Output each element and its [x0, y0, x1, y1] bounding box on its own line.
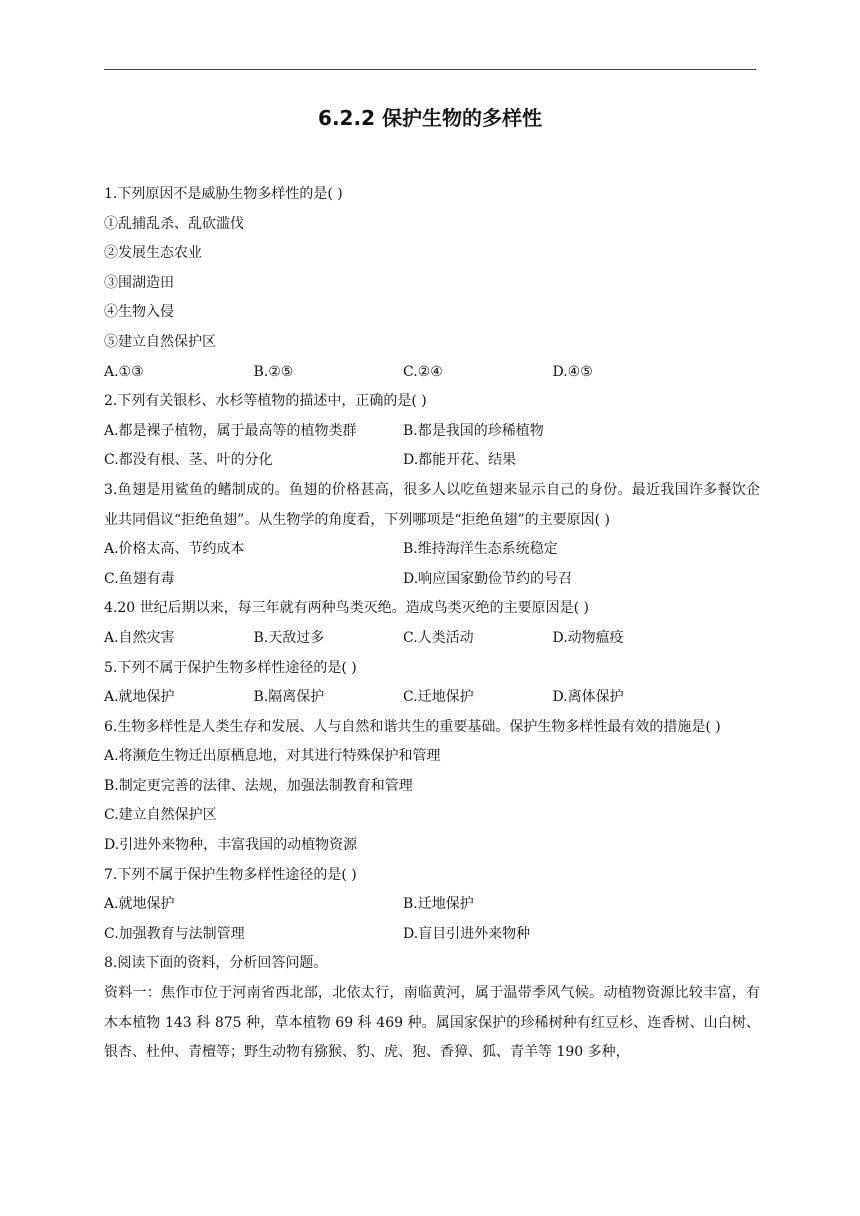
options-row	[104, 358, 760, 388]
option: B.天敌过多	[253, 629, 325, 646]
option: C.建立自然保护区	[104, 807, 217, 824]
header-rule	[104, 69, 756, 70]
option: C.迁地保护	[403, 689, 474, 706]
option: D.盲目引进外来物种	[403, 925, 531, 942]
question-item: ①乱捕乱杀、乱砍滥伐	[104, 215, 244, 232]
option: A.价格太高、节约成本	[104, 541, 245, 558]
question-stem: 2.下列有关银杉、水杉等植物的描述中，正确的是( )	[104, 393, 427, 410]
options-row	[104, 446, 760, 476]
question-stem: 5.下列不属于保护生物多样性途径的是( )	[104, 659, 357, 676]
question-list	[104, 180, 760, 1068]
option: B.隔离保护	[253, 689, 325, 706]
option: A.自然灾害	[104, 629, 175, 646]
option: D.动物瘟疫	[552, 629, 624, 646]
options-row	[104, 417, 760, 447]
question-stem: 6.生物多样性是人类生存和发展、人与自然和谐共生的重要基础。保护生物多样性最有效的措施是( )	[104, 718, 721, 735]
question-stem: 4.20 世纪后期以来，每三年就有两种鸟类灭绝。造成鸟类灭绝的主要原因是( )	[104, 600, 589, 617]
options-row	[104, 890, 760, 920]
options-row	[104, 624, 760, 654]
option: D.都能开花、结果	[403, 452, 517, 469]
question-item: ⑤建立自然保护区	[104, 333, 216, 350]
option: C.人类活动	[403, 629, 474, 646]
option: C.②④	[403, 363, 443, 380]
option: C.加强教育与法制管理	[104, 925, 245, 942]
option: A.①③	[104, 363, 144, 380]
option: A.都是裸子植物，属于最高等的植物类群	[104, 422, 357, 439]
options-row	[104, 535, 760, 565]
option: B.迁地保护	[403, 896, 474, 913]
question-item: ④生物入侵	[104, 304, 174, 321]
option: D.引进外来物种，丰富我国的动植物资源	[104, 837, 358, 854]
option: C.鱼翅有毒	[104, 570, 175, 587]
question-stem: 3.鱼翅是用鲨鱼的鳍制成的。鱼翅的价格甚高，很多人以吃鱼翅来显示自己的身份。最近我国许多餐饮企业共同倡议“拒绝鱼翅”。从生物学的角度看，下列哪项是“拒绝鱼翅”的主要原因( )	[104, 481, 760, 528]
page-title: 6.2.2 保护生物的多样性	[318, 106, 542, 130]
option: B.维持海洋生态系统稳定	[403, 541, 558, 558]
question-item: ②发展生态农业	[104, 245, 202, 262]
options-row	[104, 565, 760, 595]
question-stem: 7.下列不属于保护生物多样性途径的是( )	[104, 866, 357, 883]
question-stem: 1.下列原因不是威胁生物多样性的是( )	[104, 186, 343, 202]
option: D.离体保护	[552, 689, 624, 706]
option: B.都是我国的珍稀植物	[403, 422, 544, 439]
question-stem: 8.阅读下面的资料，分析回答问题。	[104, 955, 328, 972]
options-row	[104, 920, 760, 950]
reading-material: 资料一：焦作市位于河南省西北部，北依太行，南临黄河，属于温带季风气候。动植物资源比较丰富，有木本植物 143 科 875 种，草本植物 69 科 469 种。属国家保护的珍稀树种有红豆杉、连香树、山白树、银杏、杜仲、青檀等；野生动物有猕猴、豹、虎、狍、香獐、狐、青羊等 190 多种，	[104, 985, 760, 1061]
option: B.制定更完善的法律、法规，加强法制教育和管理	[104, 777, 413, 794]
option: A.就地保护	[104, 689, 175, 706]
option: C.都没有根、茎、叶的分化	[104, 452, 273, 469]
question-item: ③围湖造田	[104, 274, 174, 291]
option: D.响应国家勤俭节约的号召	[403, 570, 573, 587]
option: B.②⑤	[253, 363, 294, 380]
option: A.将濒危生物迁出原栖息地，对其进行特殊保护和管理	[104, 748, 441, 765]
option: D.④⑤	[552, 363, 593, 380]
option: A.就地保护	[104, 896, 175, 913]
options-row	[104, 683, 760, 713]
